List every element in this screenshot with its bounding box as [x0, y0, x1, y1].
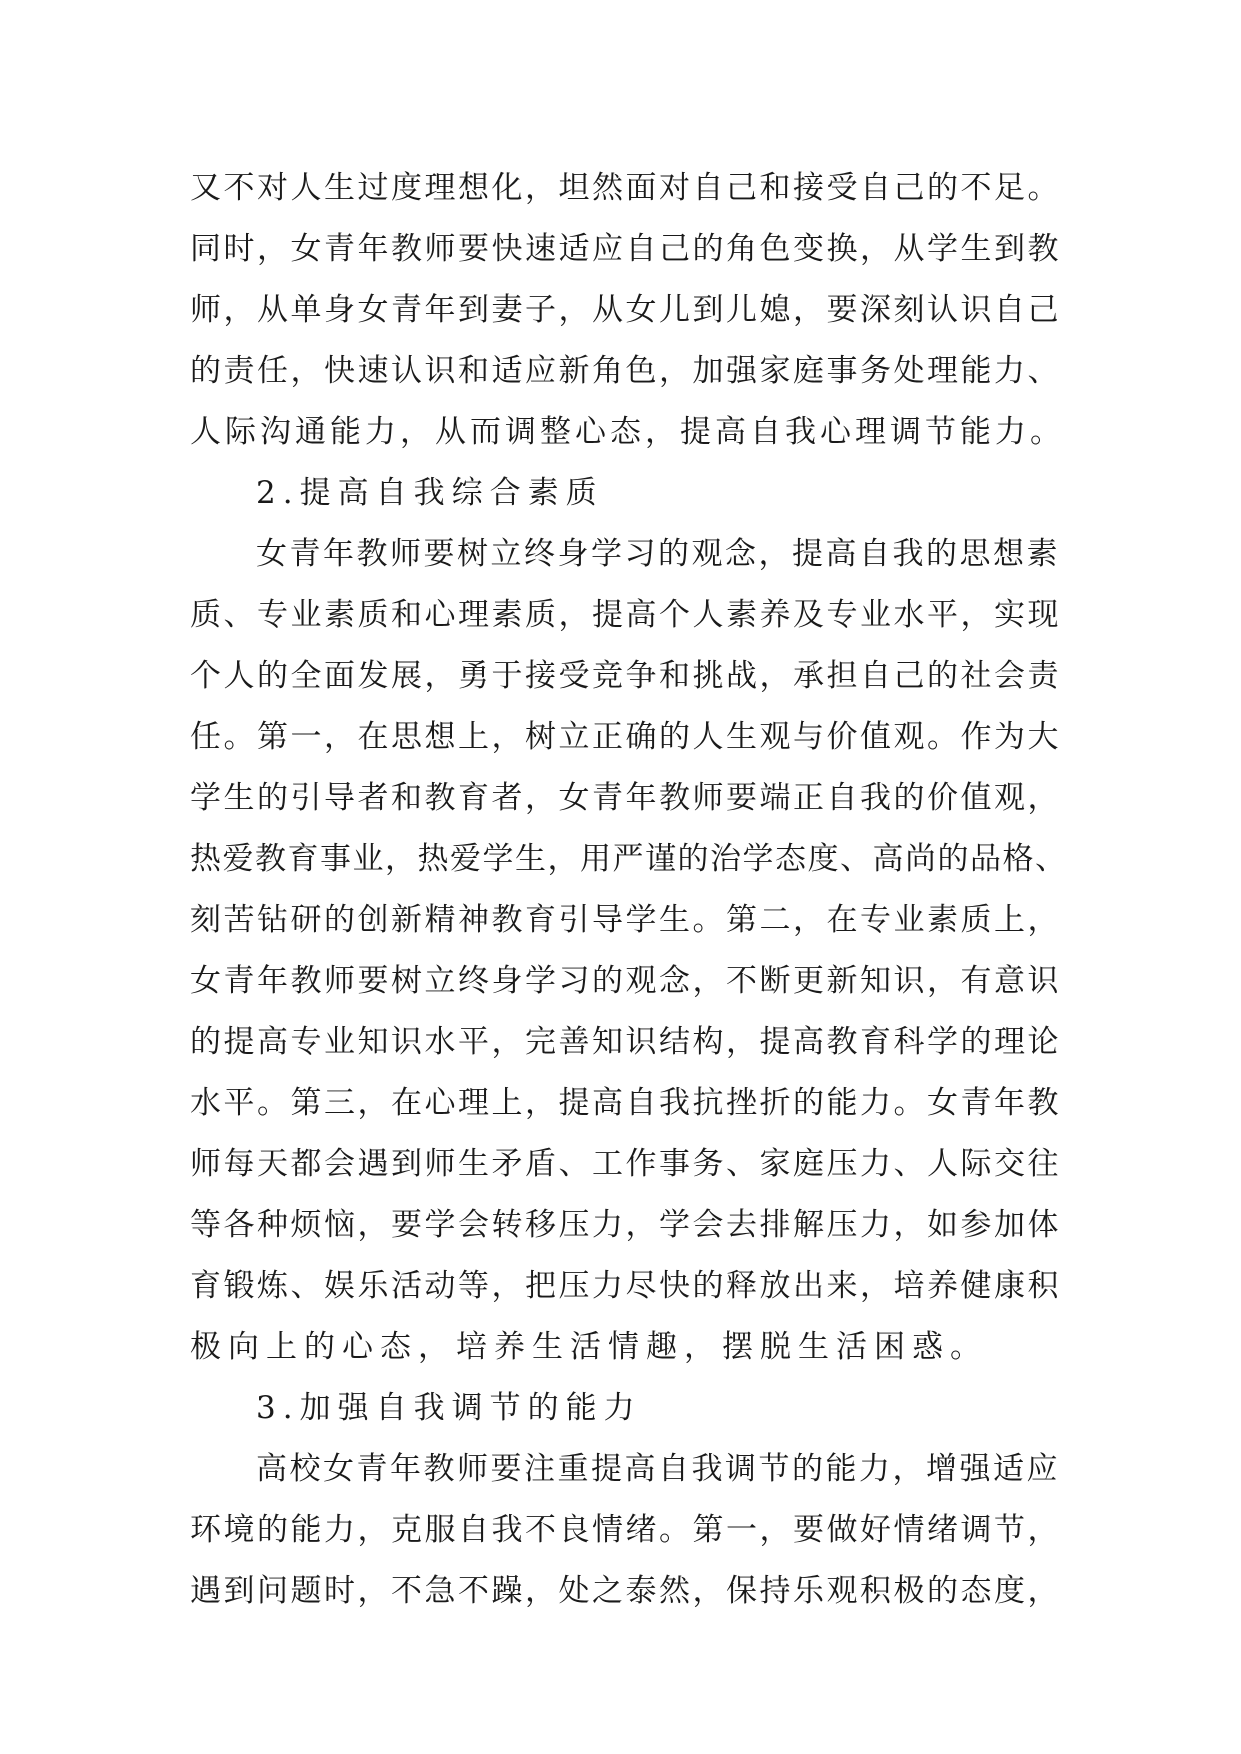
- text-line: 又不对人生过度理想化，坦然面对自己和接受自己的不足。: [190, 170, 1061, 206]
- text-line: 极向上的心态，培养生活情趣，摆脱生活困惑。: [190, 1329, 988, 1365]
- text-line: 刻苦钻研的创新精神教育引导学生。第二，在专业素质上，: [190, 902, 1061, 938]
- text-line: 水平。第三，在心理上，提高自我抗挫折的能力。女青年教: [190, 1085, 1061, 1121]
- body-text: [190, 158, 1070, 1622]
- text-line: 同时，女青年教师要快速适应自己的角色变换，从学生到教: [190, 231, 1061, 267]
- text-line: 师，从单身女青年到妻子，从女儿到儿媳，要深刻认识自己: [190, 292, 1061, 328]
- text-line: 的提高专业知识水平，完善知识结构，提高教育科学的理论: [190, 1024, 1061, 1060]
- text-line: 质、专业素质和心理素质，提高个人素养及专业水平，实现: [190, 597, 1061, 633]
- text-line: 个人的全面发展，勇于接受竞争和挑战，承担自己的社会责: [190, 658, 1061, 694]
- text-line: 师每天都会遇到师生矛盾、工作事务、家庭压力、人际交往: [190, 1146, 1061, 1182]
- text-line: 环境的能力，克服自我不良情绪。第一，要做好情绪调节，: [190, 1512, 1061, 1548]
- text-line: 热爱教育事业，热爱学生，用严谨的治学态度、高尚的品格、: [190, 841, 1068, 877]
- text-line: 遇到问题时，不急不躁，处之泰然，保持乐观积极的态度，: [190, 1573, 1061, 1609]
- text-line: 3.加强自我调节的能力: [256, 1390, 642, 1426]
- text-line: 女青年教师要树立终身学习的观念，提高自我的思想素: [256, 536, 1060, 572]
- text-line: 女青年教师要树立终身学习的观念，不断更新知识，有意识: [190, 963, 1061, 999]
- text-line: 学生的引导者和教育者，女青年教师要端正自我的价值观，: [190, 780, 1061, 816]
- text-line: 的责任，快速认识和适应新角色，加强家庭事务处理能力、: [190, 353, 1061, 389]
- text-line: 育锻炼、娱乐活动等，把压力尽快的释放出来，培养健康积: [190, 1268, 1061, 1304]
- text-line: 等各种烦恼，要学会转移压力，学会去排解压力，如参加体: [190, 1207, 1061, 1243]
- text-line: 人际沟通能力，从而调整心态，提高自我心理调节能力。: [190, 414, 1065, 450]
- text-line: 任。第一，在思想上，树立正确的人生观与价值观。作为大: [190, 719, 1061, 755]
- text-line: 高校女青年教师要注重提高自我调节的能力，增强适应: [256, 1451, 1060, 1487]
- text-line: 2.提高自我综合素质: [256, 475, 604, 511]
